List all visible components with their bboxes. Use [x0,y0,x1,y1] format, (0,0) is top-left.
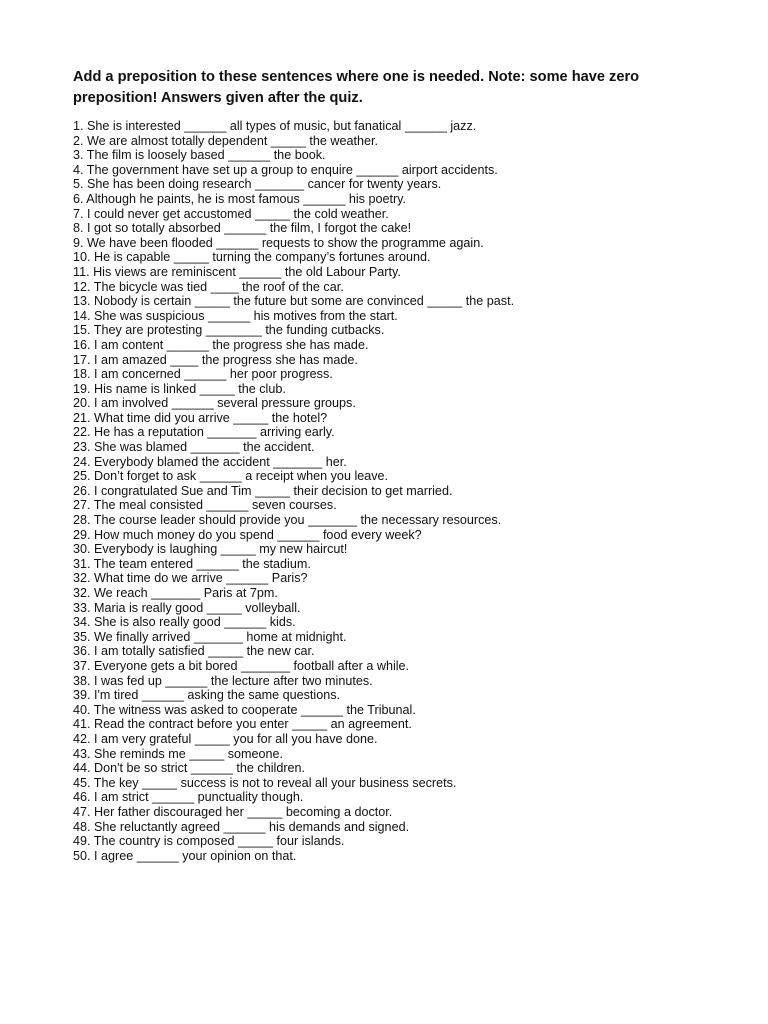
question-item: 13. Nobody is certain _____ the future but some are convinced _____ the past. [73,294,515,309]
question-item: 3. The film is loosely based ______ the book. [73,148,326,163]
question-item: 5. She has been doing research _______ cancer for twenty years. [73,177,442,192]
question-item: 33. Maria is really good _____ volleyball. [73,600,301,615]
question-item: 16. I am content ______ the progress she has made. [73,337,369,352]
question-item: 9. We have been flooded ______ requests to show the programme again. [73,235,484,250]
question-item: 12. The bicycle was tied ____ the roof of the car. [73,279,344,294]
question-item: 48. She reluctantly agreed ______ his demands and signed. [73,819,410,834]
worksheet-page [73,67,713,863]
question-item: 22. He has a reputation _______ arriving early. [73,425,335,440]
question-item: 25. Don’t forget to ask ______ a receipt when you leave. [73,469,389,484]
question-item: 49. The country is composed _____ four islands. [73,834,345,849]
question-item: 21. What time did you arrive _____ the hotel? [73,410,328,425]
question-item: 31. The team entered ______ the stadium. [73,556,311,571]
question-item: 20. I am involved ______ several pressure groups. [73,396,356,411]
question-item: 6. Although he paints, he is most famous ______ his poetry. [73,191,407,206]
question-item: 23. She was blamed _______ the accident. [73,440,315,455]
question-item: 50. I agree ______ your opinion on that. [73,848,297,863]
question-item: 15. They are protesting ________ the funding cutbacks. [73,323,385,338]
question-item: 41. Read the contract before you enter _____ an agreement. [73,717,412,732]
question-item: 29. How much money do you spend ______ food every week? [73,527,422,542]
question-item: 39. I'm tired ______ asking the same questions. [73,688,341,703]
question-item: 46. I am strict ______ punctuality though. [73,790,304,805]
question-list [73,119,713,863]
question-item: 38. I was fed up ______ the lecture after two minutes. [73,673,373,688]
question-item: 17. I am amazed ____ the progress she has made. [73,352,358,367]
question-item: 35. We finally arrived _______ home at midnight. [73,629,347,644]
question-item: 4. The government have set up a group to enquire ______ airport accidents. [73,162,498,177]
question-item: 2. We are almost totally dependent _____ the weather. [73,133,379,148]
question-item: 47. Her father discouraged her _____ becoming a doctor. [73,804,393,819]
question-item: 45. The key _____ success is not to reveal all your business secrets. [73,775,457,790]
question-item: 19. His name is linked _____ the club. [73,381,286,396]
question-item: 32. We reach _______ Paris at 7pm. [73,586,278,600]
question-item: 43. She reminds me _____ someone. [73,746,284,761]
question-item: 7. I could never get accustomed _____ the cold weather. [73,206,389,221]
question-item: 26. I congratulated Sue and Tim _____ their decision to get married. [73,483,453,498]
question-item: 40. The witness was asked to cooperate ______ the Tribunal. [73,702,416,717]
question-item: 34. She is also really good ______ kids. [73,615,296,630]
worksheet-heading: Add a preposition to these sentences where one is needed. Note: some have zero preposition! Answers given after the quiz. [73,69,640,106]
question-item: 28. The course leader should provide you _______ the necessary resources. [73,513,502,528]
question-item: 11. His views are reminiscent ______ the old Labour Party. [73,264,401,279]
question-item: 1. She is interested ______ all types of music, but fanatical ______ jazz. [73,119,477,133]
question-item: 14. She was suspicious ______ his motives from the start. [73,308,398,323]
question-item: 10. He is capable _____ turning the company’s fortunes around. [73,250,431,265]
question-item: 42. I am very grateful _____ you for all you have done. [73,731,378,746]
question-item: 44. Don't be so strict ______ the children. [73,761,306,776]
question-item: 27. The meal consisted ______ seven courses. [73,498,337,513]
question-item: 8. I got so totally absorbed ______ the film, I forgot the cake! [73,221,412,236]
question-item: 24. Everybody blamed the accident _______ her. [73,454,347,469]
question-item: 30. Everybody is laughing _____ my new haircut! [73,542,348,557]
question-item: 32. What time do we arrive ______ Paris? [73,571,308,586]
question-item: 36. I am totally satisfied _____ the new car. [73,644,315,659]
question-item: 18. I am concerned ______ her poor progress. [73,367,333,382]
question-item: 37. Everyone gets a bit bored _______ football after a while. [73,658,410,673]
